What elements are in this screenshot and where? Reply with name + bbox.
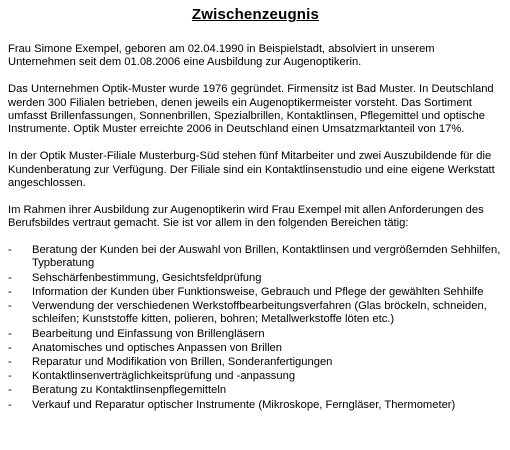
bullet-dash: - bbox=[8, 300, 12, 313]
task-list-item bbox=[8, 370, 503, 383]
task-text: Reparatur und Modifikation von Brillen, Sonderanfertigungen bbox=[32, 356, 333, 369]
bullet-dash: - bbox=[8, 398, 12, 411]
task-text: Verkauf und Reparatur optischer Instrumente (Mikroskope, Ferngläser, Thermometer) bbox=[32, 398, 456, 411]
task-text: Anatomisches und optisches Anpassen von Brillen bbox=[32, 341, 283, 354]
task-list-item bbox=[8, 244, 503, 271]
task-list-item bbox=[8, 342, 503, 355]
bullet-dash: - bbox=[8, 285, 12, 298]
bullet-dash: - bbox=[8, 370, 12, 383]
task-list-item bbox=[8, 328, 503, 341]
task-list-item bbox=[8, 300, 503, 327]
paragraph-intro: Frau Simone Exempel, geboren am 02.04.1990 in Beispielstadt, absolviert in unserem Unternehmen seit dem 01.08.2006 eine Ausbildung zur Augenoptikerin. bbox=[8, 43, 435, 69]
bullet-dash: - bbox=[8, 271, 12, 284]
task-list-item bbox=[8, 272, 503, 285]
document-page bbox=[8, 6, 503, 413]
task-text: Kontaktlinsenverträglichkeitsprüfung und -anpassung bbox=[32, 370, 296, 383]
task-text: Beratung zu Kontaktlinsenpflegemitteln bbox=[32, 384, 227, 397]
bullet-dash: - bbox=[8, 356, 12, 369]
bullet-dash: - bbox=[8, 384, 12, 397]
bullet-dash: - bbox=[8, 327, 12, 340]
task-text: Information der Kunden über Funktionsweise, Gebrauch und Pflege der gewählten Sehhilfe bbox=[32, 285, 484, 298]
paragraph-company: Das Unternehmen Optik-Muster wurde 1976 gegründet. Firmensitz ist Bad Muster. In Deutschland werden 300 Filialen betrieben, denen jeweils ein Augenoptikermeister vorsteht. Das Sortiment umfasst Brillenfassungen, Sonnenbrillen, Spezialbrillen, Kontaktlinsen, Pflegemittel und optische Instrumente. Optik Muster erreichte 2006 in Deutschland einen Umsatzmarktanteil von 17%. bbox=[8, 83, 494, 136]
task-text: Verwendung der verschiedenen Werkstoffbearbeitungsverfahren (Glas bröckeln, schneiden, schleifen; Kunststoffe kitten, polieren, bohren; Metallwerkstoffe löten etc.) bbox=[32, 300, 487, 326]
task-text: Beratung der Kunden bei der Auswahl von Brillen, Kontaktlinsen und vergrößernden Sehhilfen, Typberatung bbox=[32, 244, 501, 270]
task-list-item bbox=[8, 356, 503, 369]
bullet-dash: - bbox=[8, 244, 12, 257]
document-title: Zwischenzeugnis bbox=[191, 6, 320, 23]
paragraph-branch: In der Optik Muster-Filiale Musterburg-Süd stehen fünf Mitarbeiter und zwei Auszubildende für die Kundenberatung zur Verfügung. Der Filiale sind ein Kontaktlinsenstudio und eine eigene Werkstatt angeschlossen. bbox=[8, 150, 495, 190]
task-list bbox=[8, 244, 503, 412]
task-list-item bbox=[8, 399, 503, 412]
task-list-item bbox=[8, 384, 503, 397]
task-text: Bearbeitung und Einfassung von Brillengläsern bbox=[32, 327, 265, 340]
task-text: Sehschärfenbestimmung, Gesichtsfeldprüfung bbox=[32, 271, 262, 284]
task-list-item bbox=[8, 286, 503, 299]
paragraph-training: Im Rahmen ihrer Ausbildung zur Augenoptikerin wird Frau Exempel mit allen Anforderungen des Berufsbildes vertraut gemacht. Sie ist vor allem in den folgenden Bereichen tätig: bbox=[8, 203, 484, 230]
bullet-dash: - bbox=[8, 341, 12, 354]
